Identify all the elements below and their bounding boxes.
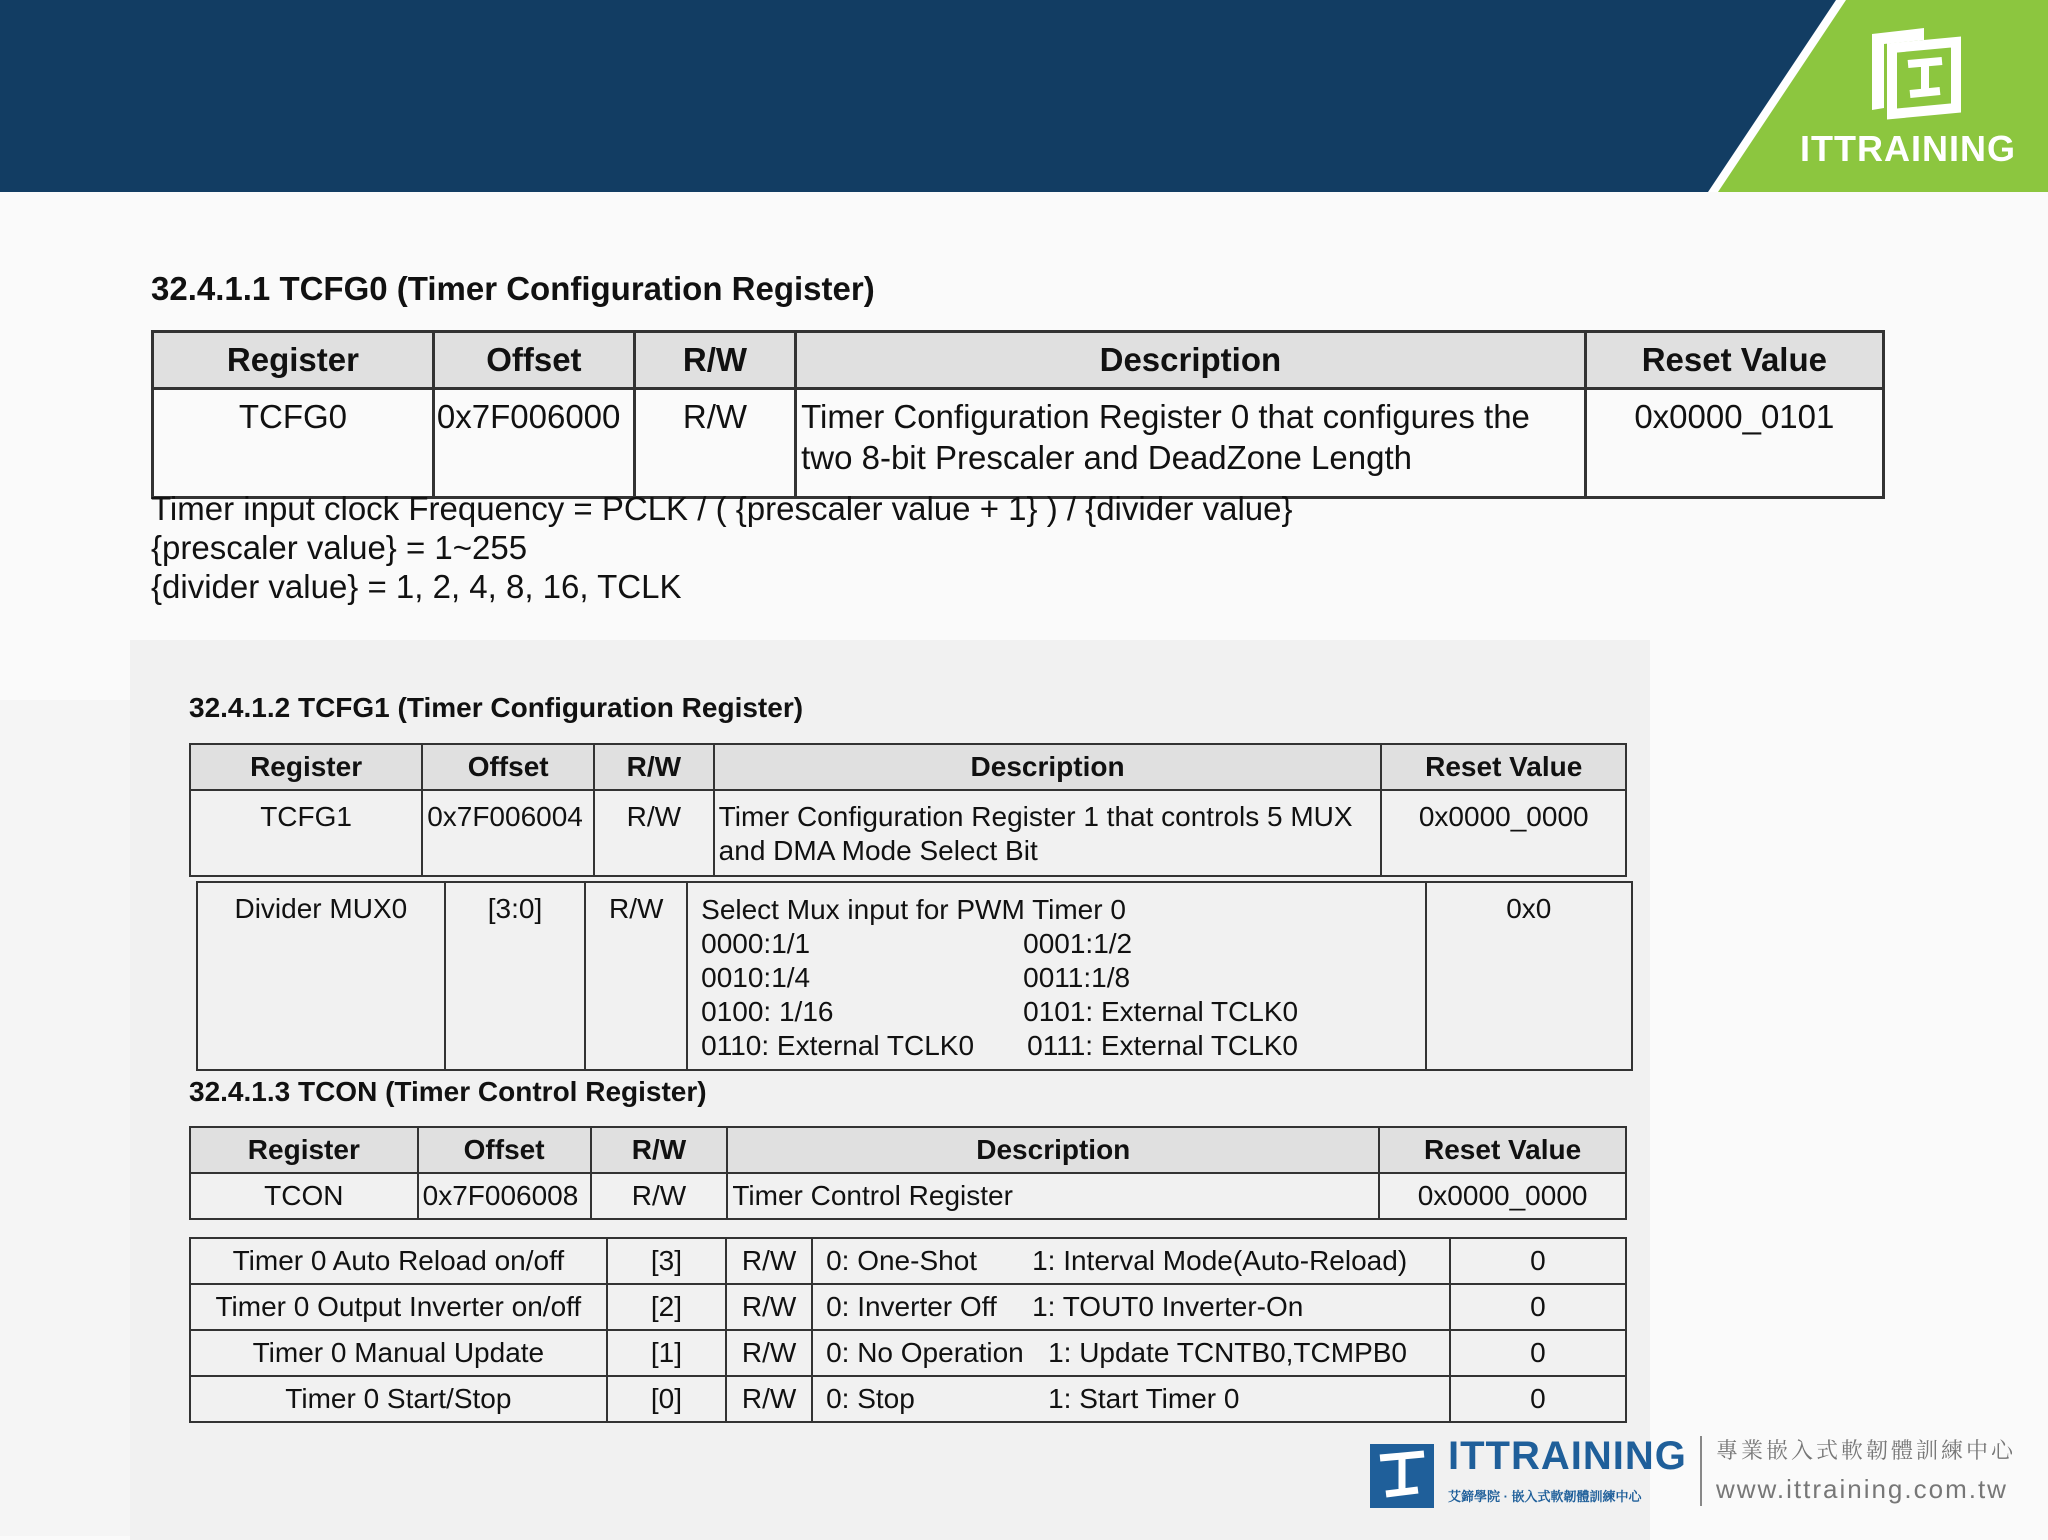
- column-header: Reset Value: [1381, 744, 1626, 790]
- tcfg1-field-table: [196, 881, 1633, 1071]
- description-line: Timer Configuration Register 1 that controls 5 MUX: [718, 801, 1353, 832]
- description-option: 0: No Operation: [826, 1337, 1024, 1368]
- option-row: [701, 1029, 1424, 1063]
- option-value: 0101: External TCLK0: [1023, 996, 1299, 1027]
- reset-value-cell: 0: [1450, 1284, 1626, 1330]
- background-shape: [0, 700, 130, 1536]
- description-line: two 8-bit Prescaler and DeadZone Length: [801, 439, 1412, 476]
- footer-url-link[interactable]: www.ittraining.com.tw: [1716, 1474, 2008, 1504]
- table-row: [190, 790, 1626, 876]
- column-header: R/W: [591, 1127, 728, 1173]
- rw-cell: R/W: [726, 1238, 812, 1284]
- column-header: R/W: [634, 332, 795, 389]
- description-cell: [812, 1376, 1450, 1422]
- table-row: [190, 1376, 1626, 1422]
- column-header: Reset Value: [1379, 1127, 1626, 1173]
- formula-line: {divider value} = 1, 2, 4, 8, 16, TCLK: [151, 568, 682, 605]
- bits-cell: [3]: [607, 1238, 727, 1284]
- offset-cell: 0x7F006004: [422, 790, 594, 876]
- option-row: [701, 927, 1424, 961]
- section-heading-tcfg1: 32.4.1.2 TCFG1 (Timer Configuration Register): [189, 692, 804, 723]
- section-heading-tcon: 32.4.1.3 TCON (Timer Control Register): [189, 1076, 707, 1107]
- reset-value-cell: 0x0000_0000: [1379, 1173, 1626, 1219]
- brand-banner: [0, 0, 2048, 192]
- description-line: Select Mux input for PWM Timer 0: [701, 894, 1126, 925]
- rw-cell: R/W: [594, 790, 714, 876]
- section-heading-tcfg0: 32.4.1.1 TCFG0 (Timer Configuration Register): [151, 270, 875, 307]
- description-option: 0: Stop: [826, 1383, 915, 1414]
- field-name-cell: Timer 0 Auto Reload on/off: [190, 1238, 607, 1284]
- description-line: Timer Configuration Register 0 that configures the: [801, 398, 1530, 435]
- column-header: Offset: [418, 1127, 591, 1173]
- rw-cell: R/W: [726, 1330, 812, 1376]
- formula-line: {prescaler value} = 1~255: [151, 529, 528, 566]
- register-cell: TCFG1: [190, 790, 422, 876]
- table-row: [190, 1284, 1626, 1330]
- description-cell: [687, 882, 1425, 1070]
- tcon-table: [189, 1126, 1627, 1220]
- description-cell: [812, 1330, 1450, 1376]
- option-row: [701, 961, 1424, 995]
- footer-logo: [1366, 1428, 2046, 1528]
- bits-cell: [1]: [607, 1330, 727, 1376]
- bits-cell: [0]: [607, 1376, 727, 1422]
- field-name-cell: Divider MUX0: [197, 882, 445, 1070]
- footer-chinese-subtitle: 艾鍗學院 · 嵌入式軟韌體訓練中心: [1448, 1489, 1642, 1504]
- table-row: [197, 882, 1632, 1070]
- option-row: [701, 995, 1424, 1029]
- field-name-cell: Timer 0 Output Inverter on/off: [190, 1284, 607, 1330]
- description-cell: [796, 389, 1586, 498]
- bits-cell: [2]: [607, 1284, 727, 1330]
- offset-cell: 0x7F006000: [433, 389, 634, 498]
- option-value: 0011:1/8: [1023, 962, 1131, 993]
- column-header: Description: [796, 332, 1586, 389]
- table-row: [190, 1238, 1626, 1284]
- reset-value-cell: 0x0000_0101: [1585, 389, 1883, 498]
- description-option: 1: Update TCNTB0,TCMPB0: [1048, 1337, 1408, 1368]
- option-value: 0110: External TCLK0: [701, 1030, 975, 1061]
- description-line: and DMA Mode Select Bit: [718, 835, 1038, 866]
- column-header: Register: [190, 1127, 418, 1173]
- bits-cell: [3:0]: [445, 882, 586, 1070]
- option-value: 0111: External TCLK0: [1027, 1030, 1298, 1061]
- table-row: [153, 389, 1884, 498]
- description-option: 0: Inverter Off: [826, 1291, 997, 1322]
- reset-value-cell: 0x0: [1426, 882, 1632, 1070]
- tcfg0-table: [151, 330, 1885, 499]
- table-row: [190, 1173, 1626, 1219]
- table-header-row: [153, 332, 1884, 389]
- rw-cell: R/W: [634, 389, 795, 498]
- reset-value-cell: 0: [1450, 1238, 1626, 1284]
- ittraining-logo-icon: [1864, 24, 1964, 120]
- description-option: 1: TOUT0 Inverter-On: [1032, 1291, 1304, 1322]
- offset-cell: 0x7F006008: [418, 1173, 591, 1219]
- option-value: 0001:1/2: [1023, 928, 1133, 959]
- footer-chinese-title: 專業嵌入式軟韌體訓練中心: [1716, 1438, 2017, 1463]
- rw-cell: R/W: [726, 1284, 812, 1330]
- formula-line: Timer input clock Frequency = PCLK / ( {prescaler value + 1} ) / {divider value}: [151, 490, 1293, 527]
- column-header: Description: [727, 1127, 1379, 1173]
- option-value: 0100: 1/16: [701, 996, 834, 1027]
- rw-cell: R/W: [585, 882, 687, 1070]
- ittraining-logo-icon: [1366, 1440, 1438, 1512]
- footer-brand-title: ITTRAINING: [1448, 1434, 1687, 1478]
- register-cell: TCON: [190, 1173, 418, 1219]
- column-header: Reset Value: [1585, 332, 1883, 389]
- description-cell: [714, 790, 1382, 876]
- table-header-row: [190, 744, 1626, 790]
- column-header: Register: [153, 332, 434, 389]
- description-cell: [812, 1284, 1450, 1330]
- reset-value-cell: 0: [1450, 1330, 1626, 1376]
- description-option: 1: Interval Mode(Auto-Reload): [1032, 1245, 1408, 1276]
- reset-value-cell: 0x0000_0000: [1381, 790, 1626, 876]
- column-header: R/W: [594, 744, 714, 790]
- column-header: Offset: [422, 744, 594, 790]
- description-cell: [812, 1238, 1450, 1284]
- description-cell: Timer Control Register: [727, 1173, 1379, 1219]
- field-name-cell: Timer 0 Start/Stop: [190, 1376, 607, 1422]
- field-name-cell: Timer 0 Manual Update: [190, 1330, 607, 1376]
- table-row: [190, 1330, 1626, 1376]
- column-header: Description: [714, 744, 1382, 790]
- tcon-field-table: [189, 1237, 1627, 1423]
- brand-logo-text: ITTRAINING: [1800, 128, 2016, 169]
- rw-cell: R/W: [726, 1376, 812, 1422]
- column-header: Offset: [433, 332, 634, 389]
- table-header-row: [190, 1127, 1626, 1173]
- reset-value-cell: 0: [1450, 1376, 1626, 1422]
- option-value: 0000:1/1: [701, 928, 811, 959]
- footer-divider: [1700, 1436, 1702, 1506]
- option-value: 0010:1/4: [701, 962, 811, 993]
- register-cell: TCFG0: [153, 389, 434, 498]
- description-option: 0: One-Shot: [826, 1245, 978, 1276]
- column-header: Register: [190, 744, 422, 790]
- rw-cell: R/W: [591, 1173, 728, 1219]
- tcfg1-table: [189, 743, 1627, 877]
- description-option: 1: Start Timer 0: [1048, 1383, 1240, 1414]
